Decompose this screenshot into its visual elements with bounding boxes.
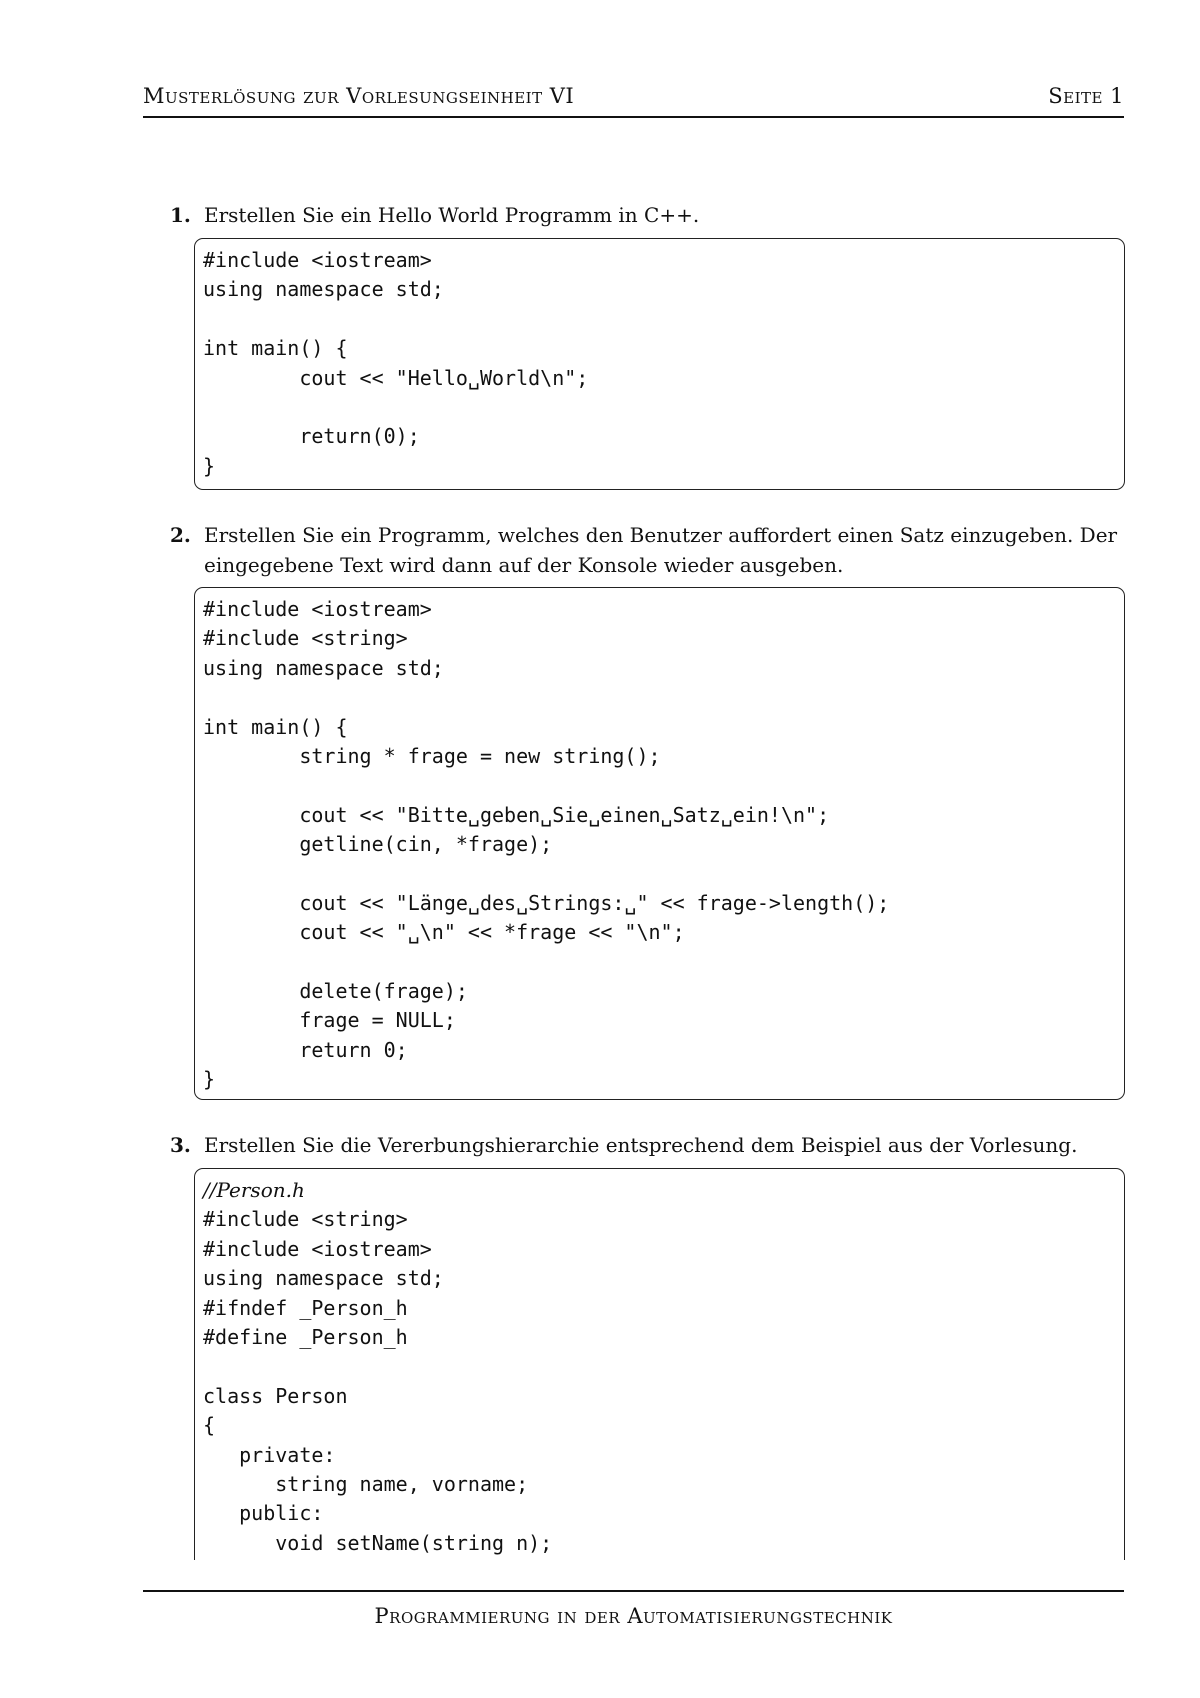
code-line: cout << "Bitte␣geben␣Sie␣einen␣Satz␣ein!\n";: [203, 802, 830, 827]
code-line: return 0;: [203, 1037, 408, 1062]
code-line: cout << "Länge␣des␣Strings:␣" << frage->length();: [203, 890, 890, 915]
code-line: cout << "Hello␣World\n";: [203, 365, 589, 390]
code-line: #include <iostream>: [203, 248, 432, 272]
code-line: public:: [203, 1501, 324, 1526]
code-line: using namespace std;: [203, 277, 444, 302]
page-number: Seite 1: [1048, 84, 1124, 108]
code-line: [203, 948, 1116, 977]
task-1: [170, 200, 1125, 230]
task-text: Erstellen Sie ein Programm, welches den Benutzer auffordert einen Satz einzugeben. Der eingegebene Text wird dann auf der Konsole wieder ausgeben.: [204, 523, 1118, 577]
task-number: 3.: [170, 1133, 191, 1157]
code-block-task1: [194, 238, 1125, 490]
code-line: int main() {: [203, 336, 348, 361]
code-line: #include <iostream>: [203, 597, 432, 621]
code-line: #define _Person_h: [203, 1324, 408, 1349]
code-line: [203, 771, 1116, 800]
code-line: int main() {: [203, 714, 348, 739]
code-line: [203, 683, 1116, 712]
code-line: using namespace std;: [203, 1266, 444, 1291]
code-line: }: [203, 1067, 216, 1092]
code-line: string name, vorname;: [203, 1471, 529, 1496]
task-2: [170, 520, 1125, 580]
document-title: Musterlösung zur Vorlesungseinheit VI: [143, 84, 575, 108]
task-3: [170, 1130, 1125, 1160]
code-line: cout << "␣\n" << *frage << "\n";: [203, 920, 685, 945]
task-number: 2.: [170, 523, 191, 547]
task-number: 1.: [170, 203, 191, 227]
task-text: Erstellen Sie die Vererbungshierarchie entsprechend dem Beispiel aus der Vorlesung.: [204, 1133, 1078, 1157]
code-line: using namespace std;: [203, 655, 444, 680]
code-line: //Person.h: [203, 1178, 305, 1202]
code-line: frage = NULL;: [203, 1008, 456, 1033]
page-header: [143, 84, 1124, 118]
code-line: getline(cin, *frage);: [203, 832, 553, 857]
code-line: class Person: [203, 1383, 348, 1408]
code-line: #include <string>: [203, 626, 408, 651]
code-line: return(0);: [203, 424, 420, 449]
code-line: #ifndef _Person_h: [203, 1295, 408, 1320]
code-block-task2: [194, 587, 1125, 1100]
task-text: Erstellen Sie ein Hello World Programm in C++.: [204, 203, 700, 227]
page-footer: [143, 1590, 1124, 1628]
code-line: [203, 305, 1116, 334]
code-line: delete(frage);: [203, 979, 468, 1004]
footer-text: Programmierung in der Automatisierungstechnik: [374, 1604, 893, 1628]
code-block-task3: [194, 1168, 1125, 1560]
code-line: #include <iostream>: [203, 1236, 432, 1261]
code-line: private:: [203, 1442, 336, 1467]
code-line: [203, 393, 1116, 422]
code-line: #include <string>: [203, 1207, 408, 1232]
code-line: {: [203, 1413, 216, 1438]
code-line: [203, 1352, 1116, 1381]
code-line: string * frage = new string();: [203, 743, 661, 768]
code-line: [203, 860, 1116, 889]
code-line: }: [203, 453, 216, 478]
code-line: void setName(string n);: [203, 1530, 553, 1555]
